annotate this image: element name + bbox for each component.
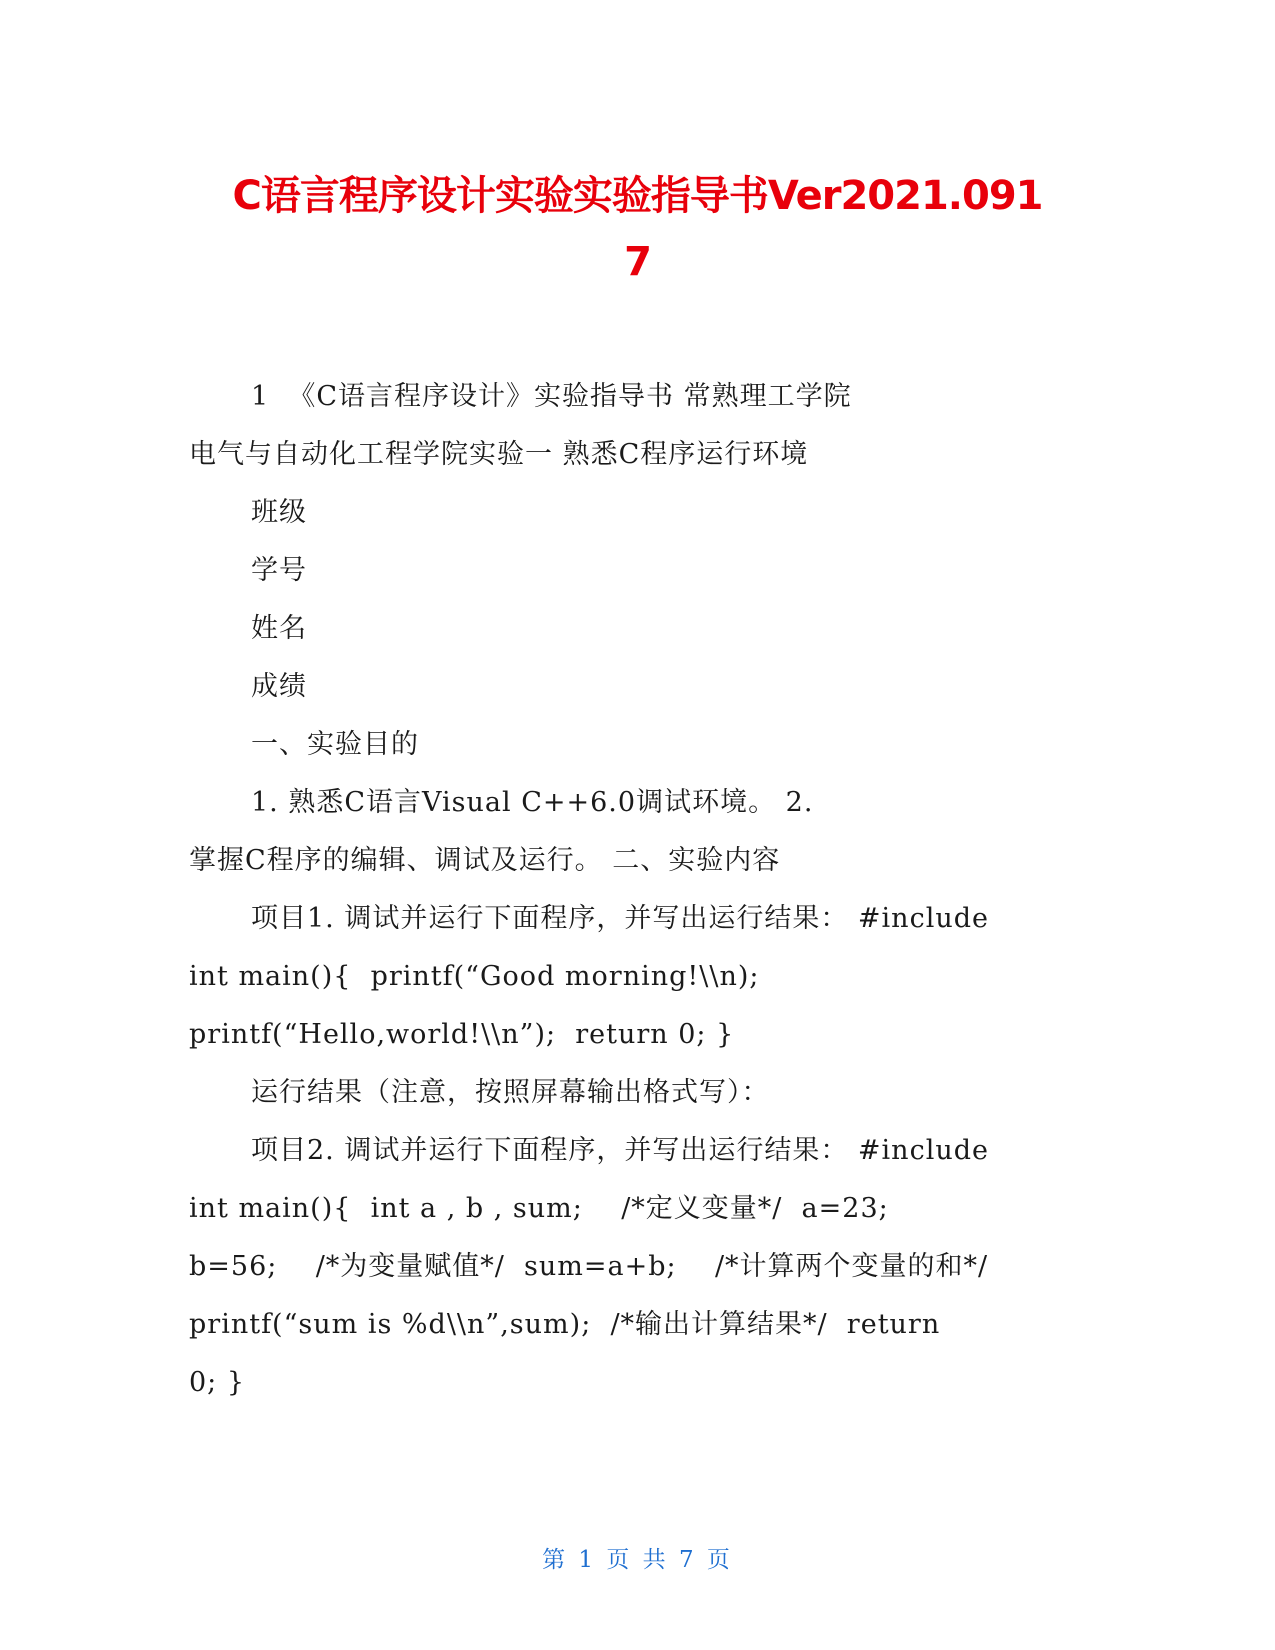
project-1-heading: 项目1. 调试并运行下面程序，并写出运行结果： #include [251,903,989,934]
document-title-line-2: 7 [624,239,651,285]
experiment-title-line: 电气与自动化工程学院实验一 熟悉C程序运行环境 [189,439,809,470]
document-title-line-1: C语言程序设计实验实验指导书Ver2021.091 [232,173,1043,219]
document-title [150,163,1125,295]
code-line: b=56; /*为变量赋值*/ sum=a+b; /*计算两个变量的和*/ [189,1251,989,1282]
class-field-label: 班级 [251,497,307,528]
page-number-footer: 第 1 页 共 7 页 [542,1547,733,1573]
section-heading-objectives: 一、实验目的 [251,729,419,760]
run-result-label: 运行结果（注意，按照屏幕输出格式写）： [251,1077,770,1108]
code-line: 0; } [189,1367,246,1398]
code-line: int main(){ printf(“Good morning!\\n); [189,961,760,992]
code-line: int main(){ int a , b , sum; /*定义变量*/ a=23; [189,1193,889,1224]
score-field-label: 成绩 [251,671,307,702]
paragraph-line: 掌握C程序的编辑、调试及运行。 二、实验内容 [189,845,781,876]
header-line: 1 《C语言程序设计》实验指导书 常熟理工学院 [251,381,852,412]
code-line: printf(“Hello,world!\\n”); return 0; } [189,1019,735,1050]
code-line: printf(“sum is %d\\n”,sum); /*输出计算结果*/ return [189,1309,941,1340]
student-id-field-label: 学号 [251,555,307,586]
paragraph-line: 1. 熟悉C语言Visual C++6.0调试环境。 2. [251,787,814,818]
name-field-label: 姓名 [251,613,307,644]
project-2-heading: 项目2. 调试并运行下面程序，并写出运行结果： #include [251,1135,989,1166]
